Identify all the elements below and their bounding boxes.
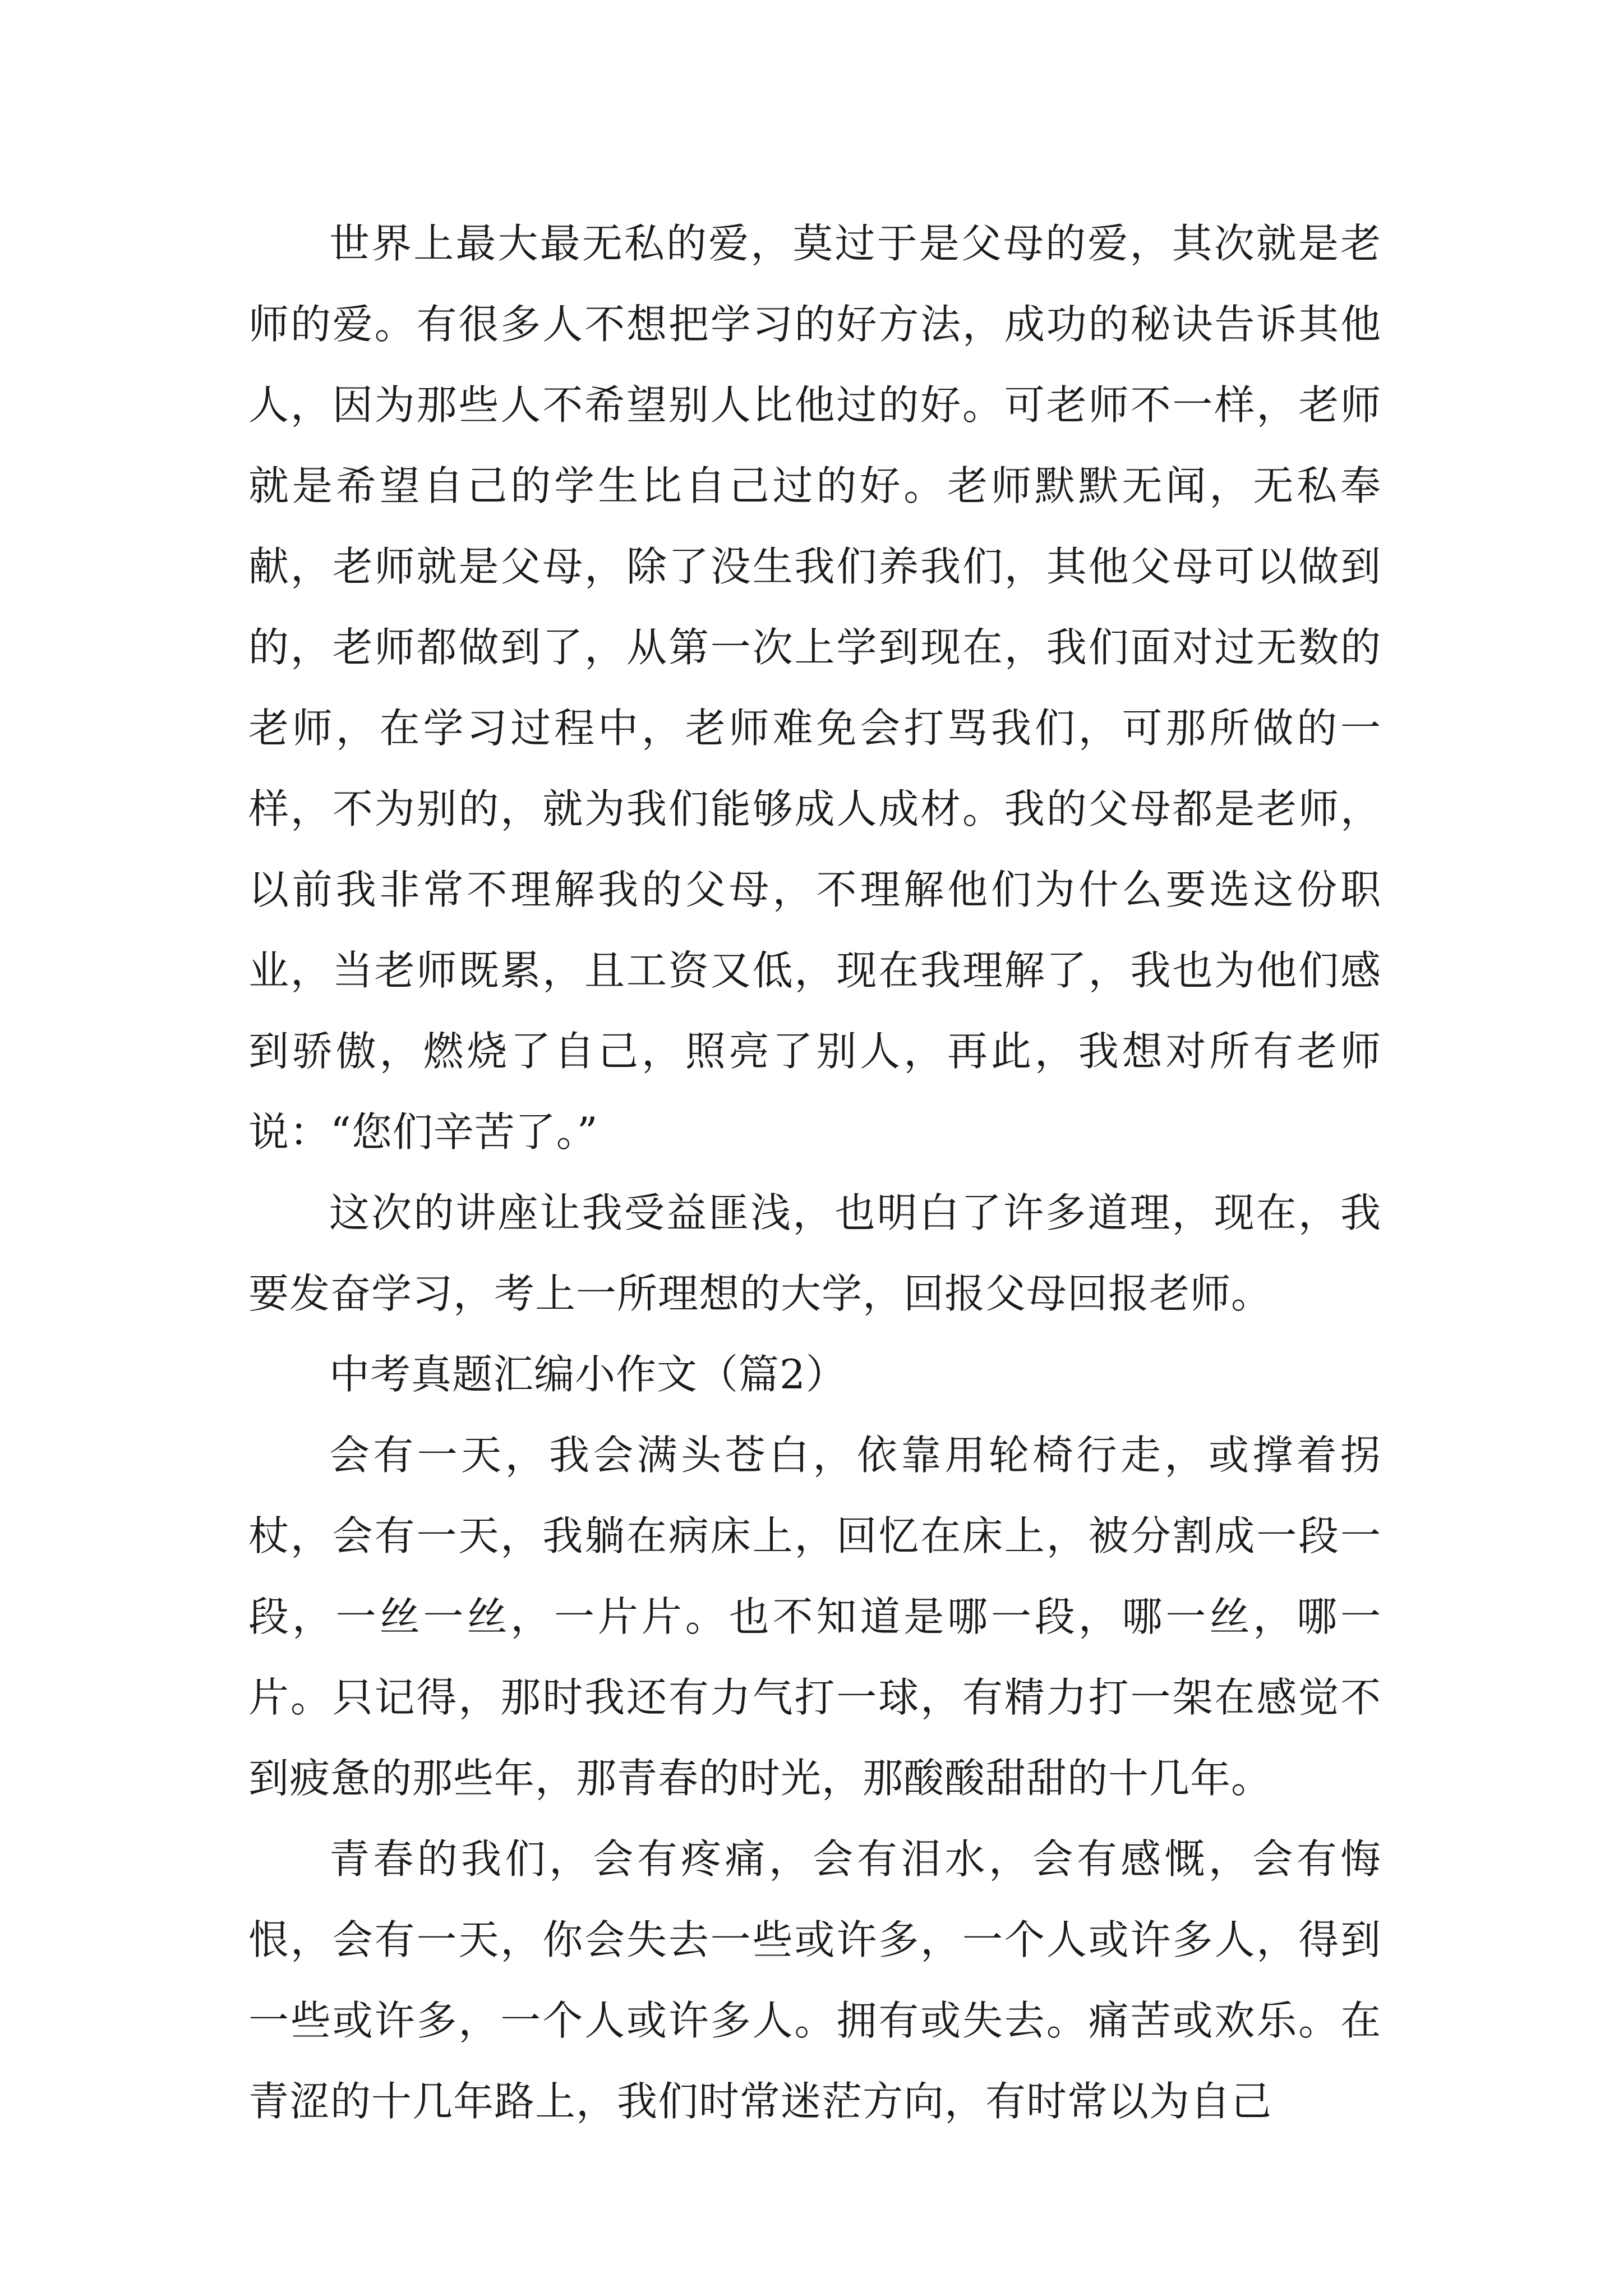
paragraph: 会有一天，我会满头苍白，依靠用轮椅行走，或撑着拐杖，会有一天，我躺在病床上，回忆在床上，被分割成一段一段，一丝一丝，一片片。也不知道是哪一段，哪一丝，哪一片。只记得，那时我还有力气打一球，有精力打一架在感觉不到疲惫的那些年，那青春的时光，那酸酸甜甜的十几年。: [248, 1432, 1381, 1802]
paragraph: 这次的讲座让我受益匪浅，也明白了许多道理，现在，我要发奋学习，考上一所理想的大学，回报父母回报老师。: [248, 1189, 1381, 1317]
paragraph: 世界上最大最无私的爱，莫过于是父母的爱，其次就是老师的爱。有很多人不想把学习的好方法，成功的秘诀告诉其他人，因为那些人不希望别人比他过的好。可老师不一样，老师就是希望自己的学生比自己过的好。老师默默无闻，无私奉献，老师就是父母，除了没生我们养我们，其他父母可以做到的，老师都做到了，从第一次上学到现在，我们面对过无数的老师，在学习过程中，老师难免会打骂我们，可那所做的一样，不为别的，就为我们能够成人成材。我的父母都是老师，以前我非常不理解我的父母，不理解他们为什么要选这份职业，当老师既累，且工资又低，现在我理解了，我也为他们感到骄傲，燃烧了自己，照亮了别人，再此，我想对所有老师说：“您们辛苦了。”: [248, 220, 1381, 1156]
paragraph: 青春的我们，会有疼痛，会有泪水，会有感慨，会有悔恨，会有一天，你会失去一些或许多，一个人或许多人，得到一些或许多，一个人或许多人。拥有或失去。痛苦或欢乐。在青涩的十几年路上，我们时常迷茫方向，有时常以为自己: [248, 1835, 1381, 2125]
document-body: [248, 203, 1381, 2142]
section-heading: 中考真题汇编小作文（篇2）: [329, 1351, 847, 1398]
